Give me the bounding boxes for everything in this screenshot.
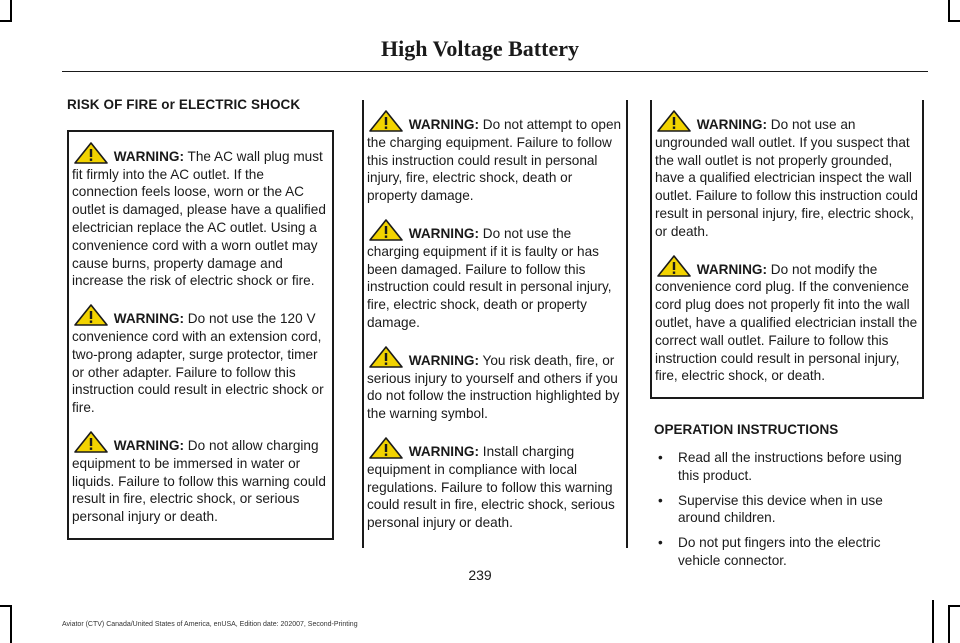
warning-label: WARNING: [408,117,480,132]
warning-label: WARNING: [113,437,185,453]
warning-box [67,130,334,540]
warning-paragraph [72,431,329,526]
warning-paragraph [367,346,624,423]
list-item [650,449,924,485]
crop-mark [0,605,12,607]
warning-box [650,100,924,399]
crop-mark [948,0,950,20]
column-left [67,96,334,540]
warning-text: Do not use the 120 V convenience cord with an extension cord, two-prong adapter, surge protector, timer or other adapter. Failure to follow this instruction could result in electric shock or fire. [72,311,324,416]
warning-text: Do not attempt to open the charging equipment. Failure to follow this instruction could result in personal injury, fire, electric shock, death or property damage. [367,117,622,204]
warning-label: WARNING: [408,443,480,459]
warning-text: Install charging equipment in compliance with local regulations. Failure to follow this warning could result in fire, electric shock, serious personal injury or death. [367,443,615,531]
list-item-text: Read all the instructions before using this product. [678,449,902,483]
list-item-text: Do not put fingers into the electric vehicle connector. [678,535,881,568]
warning-box [362,100,628,548]
warning-text: Do not use the charging equipment if it is faulty or has been damaged. Failure to follow this instruction could result in personal injury, fire, electric shock, death or property damage. [367,225,612,330]
warning-text: The AC wall plug must fit firmly into the AC outlet. If the connection feels loose, worn or the AC outlet is damaged, please have a qualified electrician replace the AC outlet. Using a convenience cord with a worn outlet may cause burns, property damage and increase the risk of electric shock or fire. [72,148,326,289]
warning-label: WARNING: [696,117,768,132]
warning-text: You risk death, fire, or serious injury to yourself and others if you do not follow the instruction highlighted by the warning symbol. [367,352,620,422]
warning-label: WARNING: [408,225,480,241]
warning-label: WARNING: [408,352,480,368]
crop-mark [10,605,12,643]
warning-paragraph [72,304,329,417]
column-right [650,100,924,577]
warning-paragraph [367,219,624,332]
page-title: High Voltage Battery [381,36,579,61]
warning-triangle-icon [369,346,403,368]
crop-mark [948,605,950,643]
warning-triangle-icon [369,219,403,241]
crop-mark [932,600,934,643]
warning-triangle-icon [74,142,108,164]
operation-instructions-list [650,449,924,570]
header-divider [62,71,928,72]
warning-text: Do not modify the convenience cord plug. If the convenience cord plug does not properly fit into the wall outlet, have a qualified electrician install the correct wall outlet. Failure to follow this instruction could result in personal injury, fire, electric shock, or death. [655,261,918,384]
warning-triangle-icon [369,110,403,132]
warning-paragraph [367,437,624,532]
crop-mark [0,20,12,22]
warning-paragraph [655,255,920,386]
warning-text: Do not use an ungrounded wall outlet. If you suspect that the wall outlet is not properly grounded, have a qualified electrician inspect the wall outlet. Failure to follow this instruction could result in personal injury, fire, electric shock, or death. [655,117,918,239]
crop-mark [948,605,960,607]
crop-mark [10,0,12,20]
warning-label: WARNING: [113,311,185,327]
warning-triangle-icon [369,437,403,459]
warning-text: Do not allow charging equipment to be immersed in water or liquids. Failure to follow this warning could result in fire, electric shock, or serious personal injury or death. [72,437,326,525]
warning-paragraph [367,110,624,205]
warning-triangle-icon [74,304,108,326]
page-number: 239 [468,567,492,583]
warning-triangle-icon [657,110,691,132]
warning-triangle-icon [74,431,108,453]
column-middle [362,100,628,548]
operation-instructions-heading: OPERATION INSTRUCTIONS [654,422,839,438]
list-item [650,534,924,570]
edition-footer: Aviator (CTV) Canada/United States of America, enUSA, Edition date: 202007, Second-Printing [62,621,358,628]
list-item-text: Supervise this device when in use around children. [678,492,883,526]
section-heading: RISK OF FIRE or ELECTRIC SHOCK [67,97,301,112]
bullet: • [658,492,663,508]
warning-label: WARNING: [113,148,185,164]
warning-triangle-icon [657,255,691,277]
bullet: • [658,449,663,465]
crop-mark [948,20,960,22]
list-item [650,492,924,528]
warning-paragraph [655,110,920,241]
bullet: • [658,535,663,551]
warning-label: WARNING: [696,261,768,277]
warning-paragraph [72,142,329,290]
